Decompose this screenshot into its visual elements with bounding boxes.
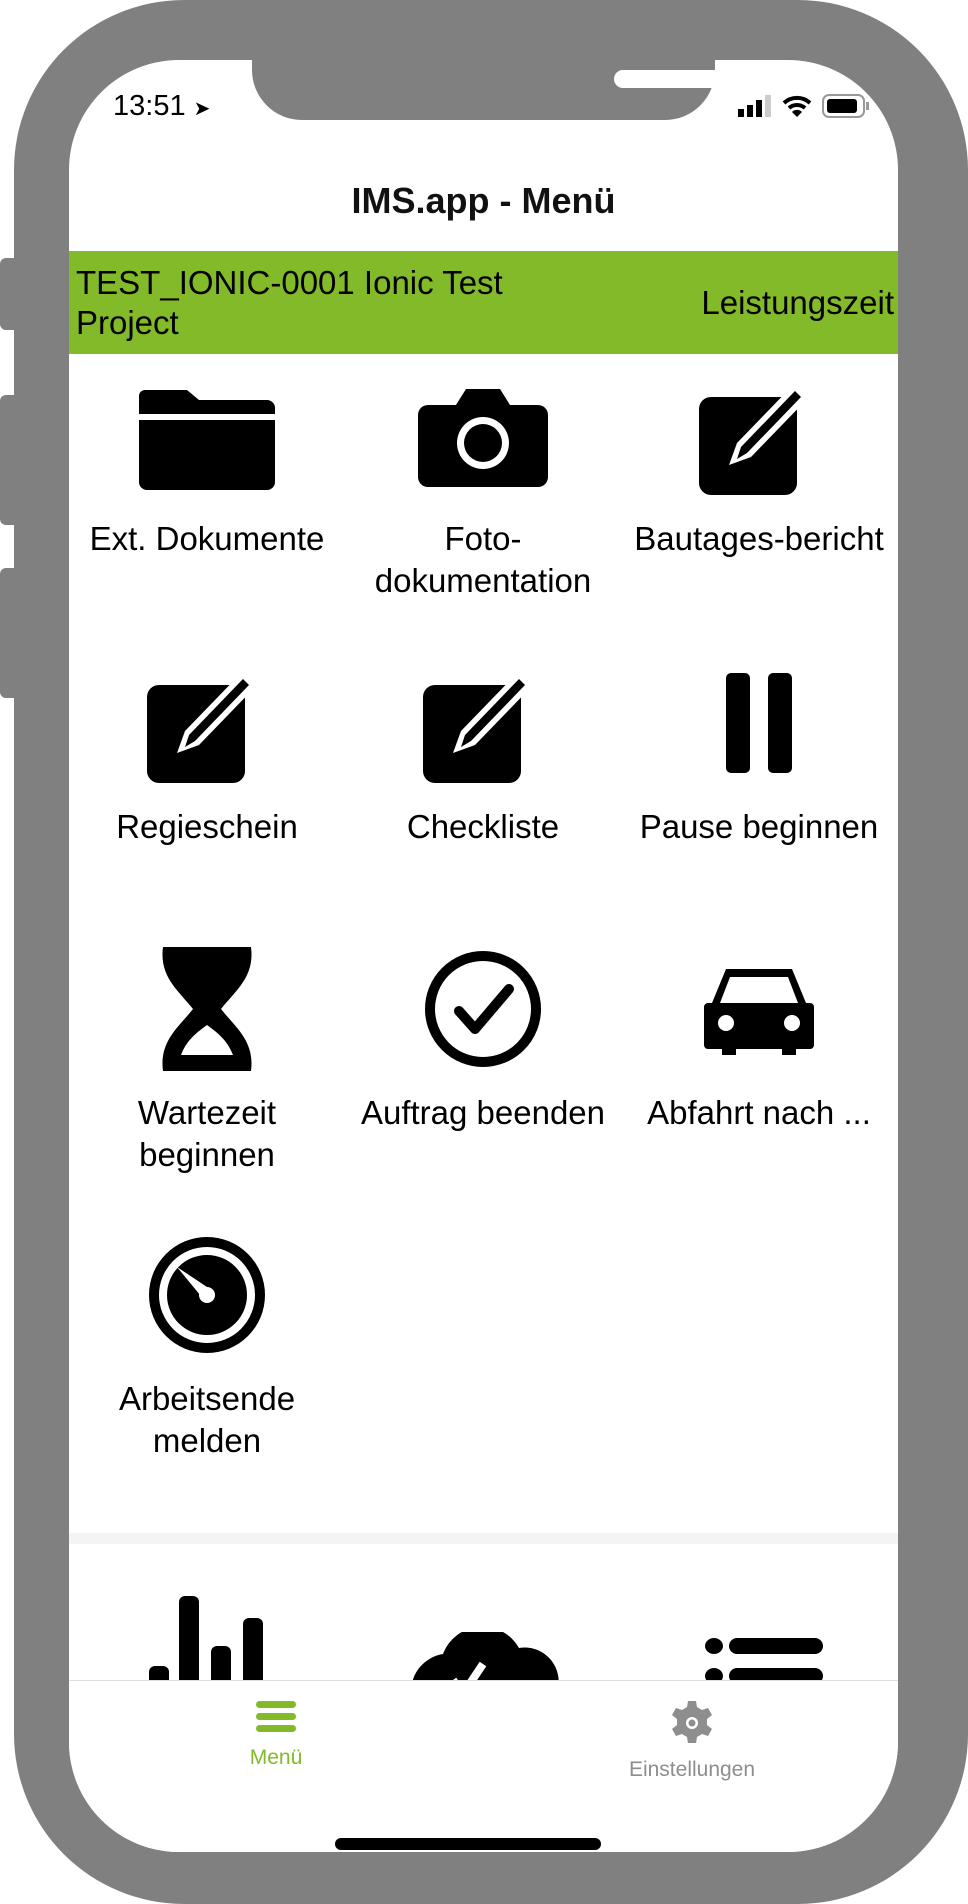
edit-icon (699, 375, 819, 495)
tab-einstellungen[interactable]: Einstellungen (592, 1699, 792, 1782)
signal-icon (738, 95, 772, 117)
power-button (952, 438, 968, 678)
cloud-done-icon (411, 1632, 561, 1680)
menu-item-checkliste[interactable]: Checkliste (345, 648, 621, 848)
status-time: 13:51 ➤ (113, 90, 211, 122)
pause-icon (726, 673, 792, 773)
project-name: TEST_IONIC-0001 Ionic Test Project (76, 263, 503, 341)
menu-item-pause-beginnen[interactable]: Pause beginnen (621, 648, 897, 848)
volume-up-button (0, 395, 20, 525)
tab-menu[interactable]: Menü (176, 1699, 376, 1770)
edit-icon (423, 663, 543, 783)
location-icon: ➤ (193, 98, 211, 120)
notch (252, 60, 715, 120)
secondary-menu-partial (69, 1590, 898, 1680)
menu-icon (254, 1699, 298, 1735)
bar-chart-icon (149, 1596, 269, 1680)
speedometer-icon (147, 1235, 267, 1355)
gear-icon (668, 1699, 716, 1747)
battery-icon (822, 94, 870, 118)
menu-item-regieschein[interactable]: Regieschein (69, 648, 345, 848)
page-title: IMS.app - Menü (351, 180, 616, 221)
tab-bar (69, 1680, 898, 1852)
menu-item-abfahrt-nach[interactable]: Abfahrt nach ... (621, 934, 897, 1134)
list-icon (705, 1638, 825, 1680)
project-bar[interactable] (69, 251, 898, 354)
wifi-icon (782, 94, 812, 118)
camera-icon (418, 383, 548, 487)
car-icon (704, 963, 814, 1055)
menu-item-fotodokumentation[interactable]: Foto-dokumentation (345, 360, 621, 602)
checkmark-circle-icon (423, 949, 543, 1069)
hourglass-icon (159, 947, 255, 1071)
menu-item-ext-dokumente[interactable]: Ext. Dokumente (69, 360, 345, 560)
time-mode: Leistungszeit (701, 283, 894, 321)
menu-item-wartezeit-beginnen[interactable]: Wartezeit beginnen (69, 934, 345, 1176)
home-indicator[interactable] (335, 1838, 601, 1850)
screen (69, 60, 898, 1852)
mute-switch (0, 258, 20, 330)
edit-icon (147, 663, 267, 783)
menu-item-arbeitsende-melden[interactable]: Arbeitsende melden (69, 1220, 345, 1462)
status-icons (738, 94, 870, 118)
folder-icon (137, 380, 277, 490)
menu-item-bautagesbericht[interactable]: Bautages-bericht (621, 360, 897, 560)
section-divider (69, 1533, 898, 1544)
volume-down-button (0, 568, 20, 698)
menu-item-auftrag-beenden[interactable]: Auftrag beenden (345, 934, 621, 1134)
